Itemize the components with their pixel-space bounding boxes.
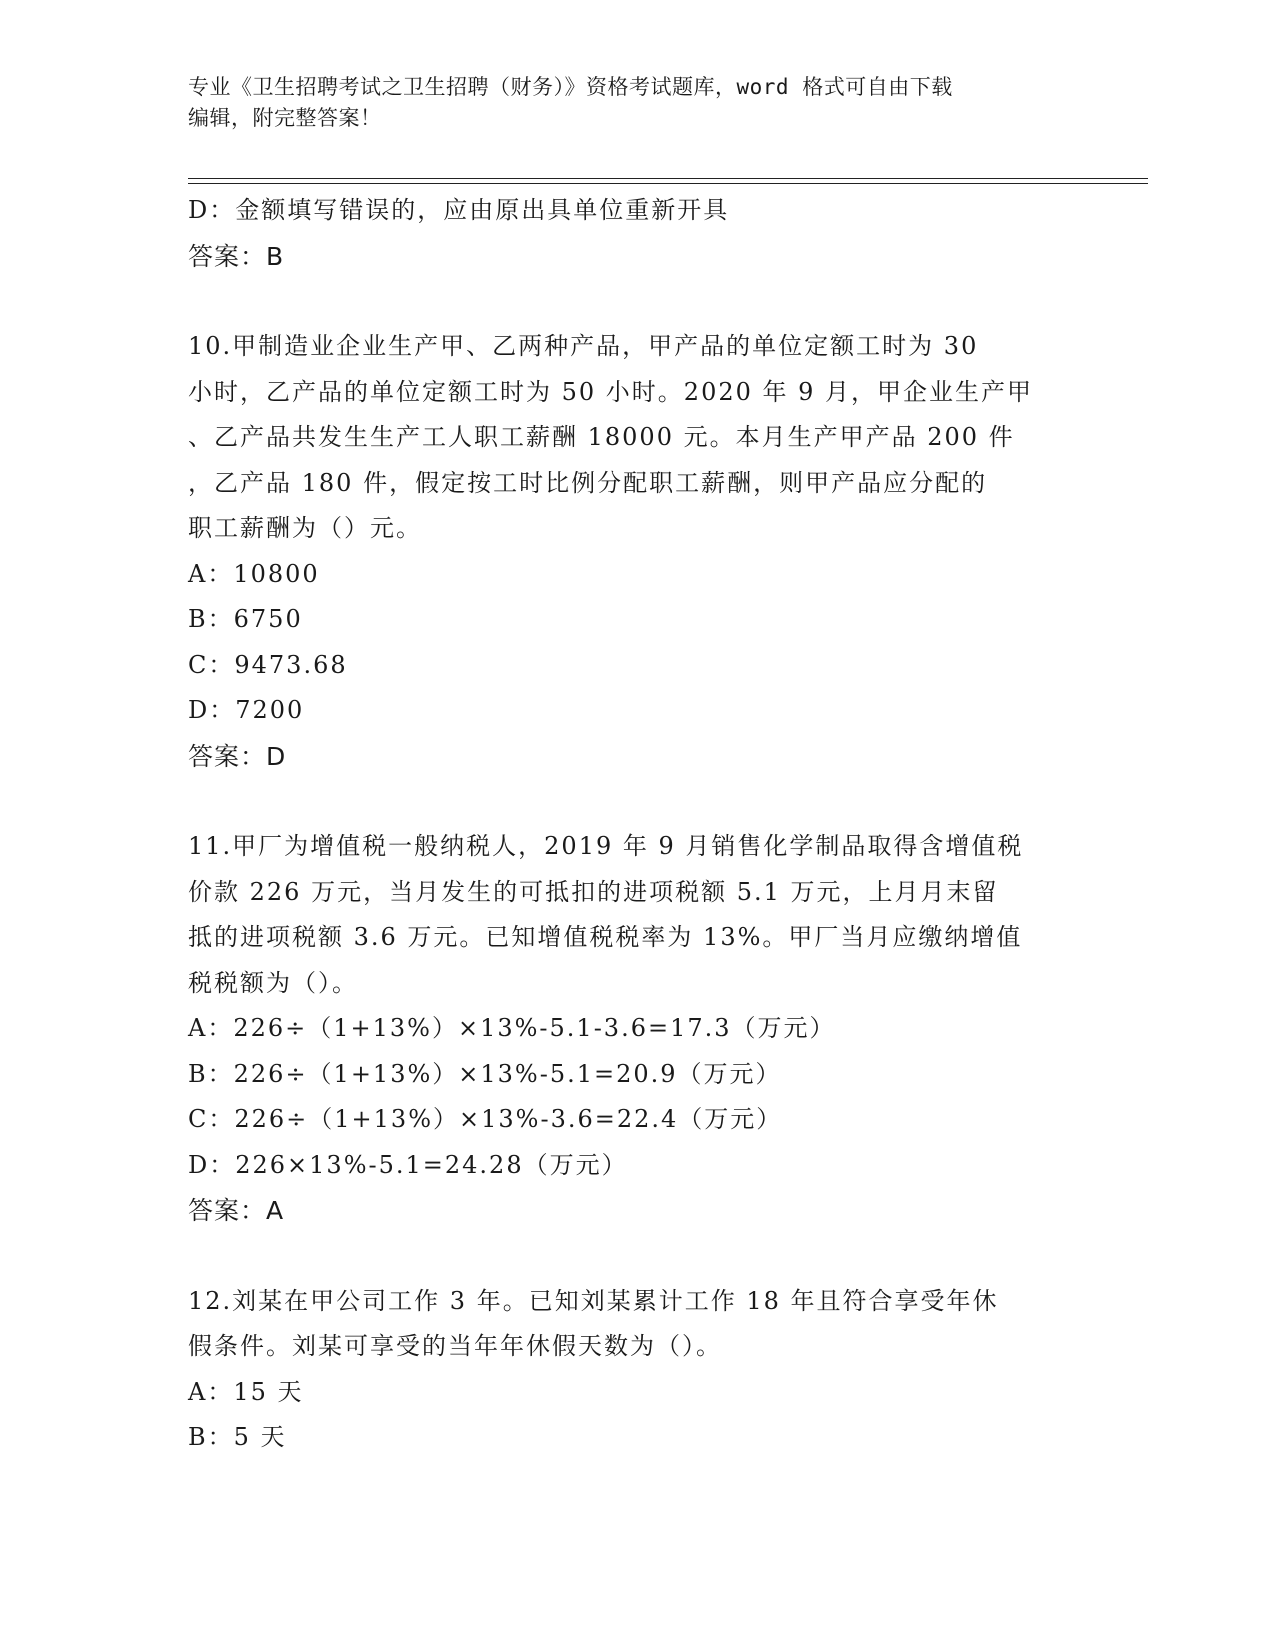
question-11-option-d: D：226×13%-5.1=24.28（万元）: [188, 1150, 628, 1179]
question-10-line-3: 、乙产品共发生生产工人职工薪酬 18000 元。本月生产甲产品 200 件: [188, 423, 1015, 451]
document-header: [188, 72, 1068, 134]
header-rule-top: [188, 178, 1148, 179]
document-body: [188, 188, 1088, 1461]
question-10-answer: 答案：D: [188, 741, 287, 771]
header-line-1: 专业《卫生招聘考试之卫生招聘（财务）》资格考试题库，word 格式可自由下载: [188, 75, 953, 99]
header-rule-bottom: [188, 183, 1148, 184]
question-10-option-a: A：10800: [188, 559, 320, 588]
question-10-option-d: D：7200: [188, 696, 305, 724]
prev-answer: 答案：B: [188, 241, 285, 271]
question-10-line-2: 小时，乙产品的单位定额工时为 50 小时。2020 年 9 月，甲企业生产甲: [188, 377, 1034, 406]
question-10-line-5: 职工薪酬为（）元。: [188, 514, 422, 542]
question-11-option-b: B：226÷（1+13%）×13%-5.1=20.9（万元）: [188, 1059, 782, 1088]
question-12-line-1: 12.刘某在甲公司工作 3 年。已知刘某累计工作 18 年且符合享受年休: [188, 1286, 999, 1315]
header-line-2: 编辑，附完整答案！: [188, 106, 382, 130]
question-11: [188, 824, 1088, 1234]
question-11-line-1: 11.甲厂为增值税一般纳税人，2019 年 9 月销售化学制品取得含增值税: [188, 832, 1024, 860]
question-11-line-4: 税税额为（）。: [188, 968, 358, 997]
question-11-option-c: C：226÷（1+13%）×13%-3.6=22.4（万元）: [188, 1105, 783, 1133]
question-10-option-b: B：6750: [188, 605, 303, 633]
question-10-line-4: ，乙产品 180 件，假定按工时比例分配职工薪酬，则甲产品应分配的: [188, 468, 988, 497]
question-11-line-3: 抵的进项税额 3.6 万元。已知增值税税率为 13%。甲厂当月应缴纳增值: [188, 923, 1023, 951]
question-12-line-2: 假条件。刘某可享受的当年年休假天数为（）。: [188, 1332, 722, 1360]
prev-option-d: D：金额填写错误的，应由原出具单位重新开具: [188, 196, 730, 224]
question-10: [188, 324, 1088, 779]
question-12-option-b: B：5 天: [188, 1423, 287, 1451]
question-12-option-a: A：15 天: [188, 1377, 304, 1406]
question-10-option-c: C：9473.68: [188, 650, 348, 679]
question-12: [188, 1279, 1088, 1461]
question-11-answer: 答案：A: [188, 1196, 285, 1225]
question-10-line-1: 10.甲制造业企业生产甲、乙两种产品，甲产品的单位定额工时为 30: [188, 332, 979, 360]
question-11-option-a: A：226÷（1+13%）×13%-5.1-3.6=17.3（万元）: [188, 1014, 836, 1042]
question-11-line-2: 价款 226 万元，当月发生的可抵扣的进项税额 5.1 万元，上月月末留: [188, 877, 999, 906]
